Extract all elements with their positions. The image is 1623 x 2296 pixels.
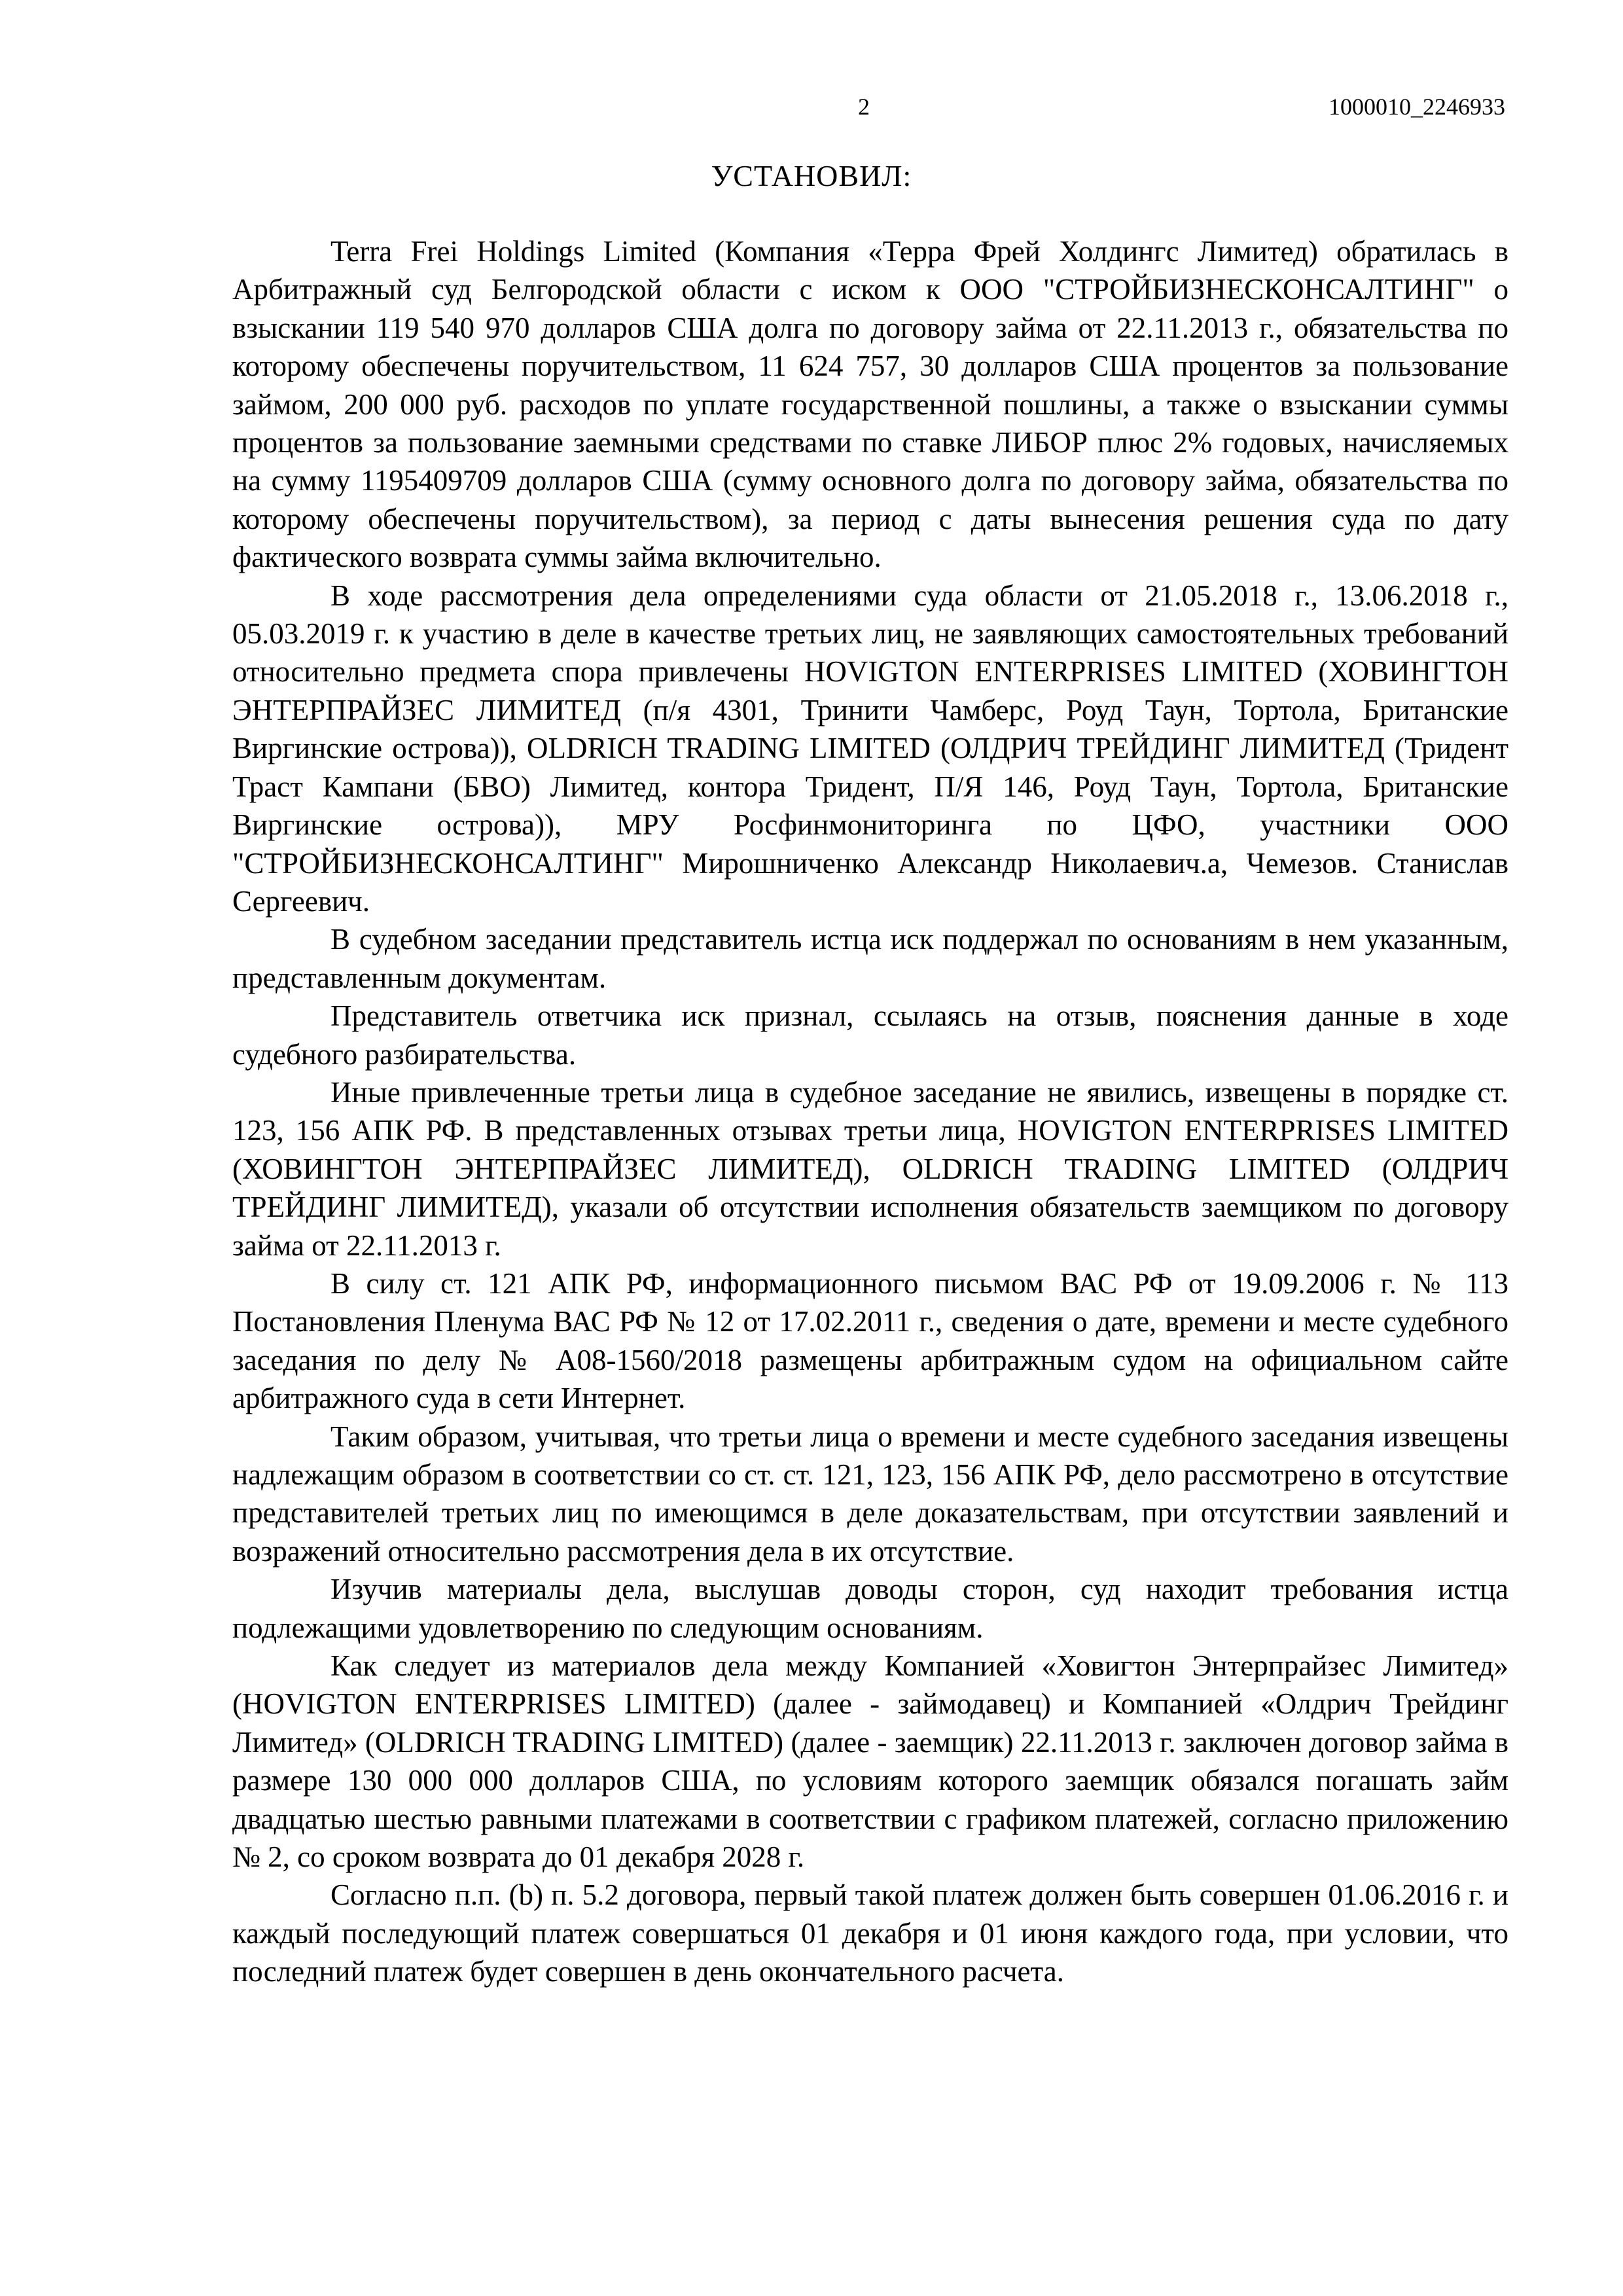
section-heading: УСТАНОВИЛ: [711, 159, 912, 192]
paragraph: Изучив материалы дела, выслушав доводы сторон, суд находит требования истца подлежащими удовлетворению по следующим основаниям. [232, 1573, 1508, 1644]
paragraph: В ходе рассмотрения дела определениями суда области от 21.05.2018 г., 13.06.2018 г., 05.03.2019 г. к участию в деле в качестве третьих лиц, не заявляющих самостоятельных требований относительно предмета спора привлечены HOVIGTON ENTERPRISES LIMITED (ХОВИНГТОН ЭНТЕРПРАЙЗЕС ЛИМИТЕД (п/я 4301, Тринити Чамберс, Роуд Таун, Тортола, Британские Виргинские острова)), OLDRICH TRADING LIMITED (ОЛДРИЧ ТРЕЙДИНГ ЛИМИТЕД (Тридент Траст Кампани (БВО) Лимитед, контора Тридент, П/Я 146, Роуд Таун, Тортола, Британские Виргинские острова)), МРУ Росфинмониторинга по ЦФО, участники ООО "СТРОЙБИЗНЕСКОНСАЛТИНГ" Мирошниченко Александр Николаевич.а, Чемезов. Станислав Сергеевич. [232, 579, 1508, 918]
paragraph: Как следует из материалов дела между Компанией «Ховигтон Энтерпрайзес Лимитед» (HOVIGTON ENTERPRISES LIMITED) (далее - займодавец) и Компанией «Олдрич Трейдинг Лимитед» (OLDRICH TRADING LIMITED) (далее - заемщик) 22.11.2013 г. заключен договор займа в размере 130 000 000 долларов США, по условиям которого заемщик обязался погашать займ двадцатью шестью равными платежами в соответствии с графиком платежей, согласно приложению № 2, со сроком возврата до 01 декабря 2028 г. [232, 1649, 1508, 1874]
document-body [232, 232, 1508, 1991]
paragraph: В судебном заседании представитель истца иск поддержал по основаниям в нем указанным, представленным документам. [232, 923, 1508, 994]
paragraph: Представитель ответчика иск признал, ссылаясь на отзыв, пояснения данные в ходе судебного разбирательства. [232, 999, 1508, 1071]
paragraph: Terra Frei Holdings Limited (Компания «Терра Фрей Холдингс Лимитед) обратилась в Арбитражный суд Белгородской области с иском к ООО "СТРОЙБИЗНЕСКОНСАЛТИНГ" о взыскании 119 540 970 долларов США долга по договору займа от 22.11.2013 г., обязательства по которому обеспечены поручительством, 11 624 757, 30 долларов США процентов за пользование займом, 200 000 руб. расходов по уплате государственной пошлины, а также о взыскании суммы процентов за пользование заемными средствами по ставке ЛИБОР плюс 2% годовых, начисляемых на сумму 1195409709 долларов США (сумму основного долга по договору займа, обязательства по которому обеспечены поручительством), за период с даты вынесения решения суда по дату фактического возврата суммы займа включительно. [232, 235, 1508, 574]
page-number: 2 [858, 94, 870, 120]
paragraph: Таким образом, учитывая, что третьи лица о времени и месте судебного заседания извещены надлежащим образом в соответствии со ст. ст. 121, 123, 156 АПК РФ, дело рассмотрено в отсутствие представителей третьих лиц по имеющимся в деле доказательствам, при отсутствии заявлений и возражений относительно рассмотрения дела в их отсутствие. [232, 1420, 1508, 1568]
paragraph: В силу ст. 121 АПК РФ, информационного письмом ВАС РФ от 19.09.2006 г. № 113 Постановления Пленума ВАС РФ № 12 от 17.02.2011 г., сведения о дате, времени и месте судебного заседания по делу № А08-1560/2018 размещены арбитражным судом на официальном сайте арбитражного суда в сети Интернет. [232, 1266, 1508, 1415]
document-id: 1000010_2246933 [1329, 94, 1505, 120]
paragraph: Иные привлеченные третьи лица в судебное заседание не явились, извещены в порядке ст. 123, 156 АПК РФ. В представленных отзывах третьи лица, HOVIGTON ENTERPRISES LIMITED (ХОВИНГТОН ЭНТЕРПРАЙЗЕС ЛИМИТЕД), OLDRICH TRADING LIMITED (ОЛДРИЧ ТРЕЙДИНГ ЛИМИТЕД), указали об отсутствии исполнения обязательств заемщиком по договору займа от 22.11.2013 г. [232, 1075, 1508, 1262]
paragraph: Согласно п.п. (b) п. 5.2 договора, первый такой платеж должен быть совершен 01.06.2016 г. и каждый последующий платеж совершаться 01 декабря и 01 июня каждого года, при условии, что последний платеж будет совершен в день окончательного расчета. [232, 1878, 1508, 1988]
